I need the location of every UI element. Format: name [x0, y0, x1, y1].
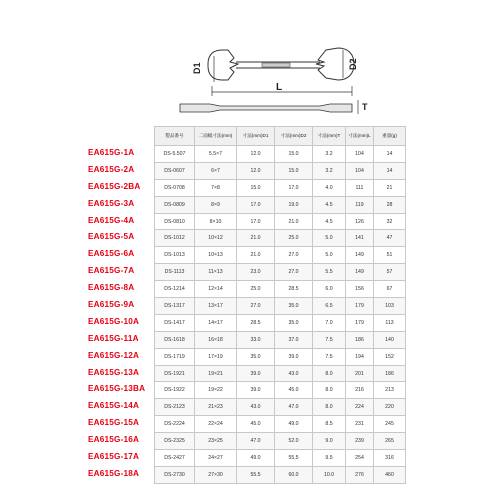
table-row [155, 314, 406, 331]
cell-part-number: DS-1417 [155, 314, 195, 331]
product-code: EA615G-13A [88, 367, 140, 377]
cell-part-number: DS-5.507 [155, 146, 195, 163]
cell-size: 10×12 [195, 230, 237, 247]
cell-l: 126 [346, 213, 374, 230]
cell-size: 10×13 [195, 247, 237, 264]
cell-size: 8×9 [195, 196, 237, 213]
table-row [155, 281, 406, 298]
table-row [155, 466, 406, 483]
cell-d2: 27.0 [275, 264, 313, 281]
cell-part-number: DS-0809 [155, 196, 195, 213]
cell-d1: 23.0 [237, 264, 275, 281]
table-row [155, 230, 406, 247]
cell-d2: 27.0 [275, 247, 313, 264]
table-row [155, 162, 406, 179]
cell-part-number: DS-1012 [155, 230, 195, 247]
product-code: EA615G-13BA [88, 384, 146, 394]
cell-part-number: DS-2730 [155, 466, 195, 483]
cell-l: 119 [346, 196, 374, 213]
cell-part-number: DS-0708 [155, 179, 195, 196]
table-row [155, 450, 406, 467]
product-code: EA615G-2A [88, 164, 135, 174]
cell-l: 179 [346, 314, 374, 331]
cell-d2: 49.0 [275, 416, 313, 433]
cell-t: 6.0 [313, 281, 346, 298]
cell-part-number: DS-2427 [155, 450, 195, 467]
header-part-number: 製品番号 [155, 127, 195, 146]
cell-t: 5.5 [313, 264, 346, 281]
cell-l: 276 [346, 466, 374, 483]
cell-size: 12×14 [195, 281, 237, 298]
table-row [155, 179, 406, 196]
header-l: 寸法(mm)L [346, 127, 374, 146]
cell-weight: 213 [374, 382, 406, 399]
cell-d2: 25.0 [275, 230, 313, 247]
table-header-row [155, 127, 406, 146]
product-code: EA615G-5A [88, 232, 135, 242]
cell-d2: 21.0 [275, 213, 313, 230]
d1-label: D1 [192, 62, 202, 74]
cell-d2: 35.0 [275, 314, 313, 331]
cell-l: 224 [346, 399, 374, 416]
cell-weight: 113 [374, 314, 406, 331]
product-code: EA615G-6A [88, 249, 135, 259]
table-row [155, 298, 406, 315]
cell-part-number: DS-1113 [155, 264, 195, 281]
cell-l: 194 [346, 348, 374, 365]
cell-size: 24×27 [195, 450, 237, 467]
cell-size: 8×10 [195, 213, 237, 230]
cell-d2: 39.0 [275, 348, 313, 365]
cell-d1: 21.0 [237, 230, 275, 247]
cell-d1: 17.0 [237, 213, 275, 230]
cell-t: 8.0 [313, 365, 346, 382]
product-code: EA615G-4A [88, 215, 135, 225]
wrench-top-view [208, 48, 354, 80]
d2-label: D2 [348, 58, 358, 70]
product-code: EA615G-12A [88, 350, 140, 360]
cell-d1: 43.0 [237, 399, 275, 416]
cell-d1: 15.0 [237, 179, 275, 196]
cell-t: 4.5 [313, 213, 346, 230]
cell-weight: 21 [374, 179, 406, 196]
header-d2: 寸法(mm)D2 [275, 127, 313, 146]
cell-d1: 47.0 [237, 433, 275, 450]
cell-size: 19×21 [195, 365, 237, 382]
table-row [155, 399, 406, 416]
cell-d2: 35.0 [275, 298, 313, 315]
cell-weight: 265 [374, 433, 406, 450]
spec-table [154, 126, 406, 484]
cell-l: 231 [346, 416, 374, 433]
cell-l: 149 [346, 247, 374, 264]
cell-l: 156 [346, 281, 374, 298]
cell-weight: 245 [374, 416, 406, 433]
cell-d1: 55.5 [237, 466, 275, 483]
product-code: EA615G-17A [88, 452, 140, 462]
l-label: L [276, 82, 283, 93]
product-code-list [88, 145, 154, 483]
cell-d2: 60.0 [275, 466, 313, 483]
cell-size: 14×17 [195, 314, 237, 331]
cell-l: 254 [346, 450, 374, 467]
cell-l: 186 [346, 331, 374, 348]
cell-t: 7.5 [313, 348, 346, 365]
table-row [155, 213, 406, 230]
cell-d2: 45.0 [275, 382, 313, 399]
cell-d1: 12.0 [237, 146, 275, 163]
cell-d1: 35.0 [237, 348, 275, 365]
cell-l: 201 [346, 365, 374, 382]
cell-weight: 14 [374, 146, 406, 163]
cell-weight: 186 [374, 365, 406, 382]
table-row [155, 264, 406, 281]
cell-d2: 28.5 [275, 281, 313, 298]
cell-d1: 21.0 [237, 247, 275, 264]
cell-part-number: DS-1719 [155, 348, 195, 365]
cell-part-number: DS-2224 [155, 416, 195, 433]
cell-d1: 45.0 [237, 416, 275, 433]
cell-weight: 152 [374, 348, 406, 365]
table-row [155, 382, 406, 399]
product-code: EA615G-14A [88, 401, 140, 411]
cell-t: 5.0 [313, 230, 346, 247]
cell-t: 8.0 [313, 382, 346, 399]
cell-t: 4.5 [313, 196, 346, 213]
cell-size: 23×25 [195, 433, 237, 450]
product-code: EA615G-8A [88, 283, 135, 293]
cell-t: 8.0 [313, 399, 346, 416]
t-label: T [362, 102, 368, 112]
cell-l: 239 [346, 433, 374, 450]
cell-t: 3.2 [313, 146, 346, 163]
product-code: EA615G-18A [88, 468, 140, 478]
product-code: EA615G-15A [88, 418, 140, 428]
product-code: EA615G-9A [88, 300, 135, 310]
table-row [155, 365, 406, 382]
cell-part-number: DS-2325 [155, 433, 195, 450]
cell-weight: 140 [374, 331, 406, 348]
cell-part-number: DS-1618 [155, 331, 195, 348]
cell-weight: 220 [374, 399, 406, 416]
cell-d2: 52.0 [275, 433, 313, 450]
cell-weight: 103 [374, 298, 406, 315]
cell-d2: 19.0 [275, 196, 313, 213]
product-code: EA615G-2BA [88, 181, 141, 191]
cell-d1: 17.0 [237, 196, 275, 213]
table-row [155, 331, 406, 348]
cell-d2: 15.0 [275, 146, 313, 163]
cell-part-number: DS-0810 [155, 213, 195, 230]
cell-d1: 49.0 [237, 450, 275, 467]
cell-t: 9.0 [313, 433, 346, 450]
wrench-diagram [0, 0, 500, 125]
cell-part-number: DS-1214 [155, 281, 195, 298]
cell-size: 19×22 [195, 382, 237, 399]
cell-d1: 27.0 [237, 298, 275, 315]
cell-size: 22×24 [195, 416, 237, 433]
cell-l: 104 [346, 162, 374, 179]
cell-d1: 28.5 [237, 314, 275, 331]
cell-d1: 12.0 [237, 162, 275, 179]
cell-t: 8.5 [313, 416, 346, 433]
cell-d2: 15.0 [275, 162, 313, 179]
table-row [155, 433, 406, 450]
cell-l: 179 [346, 298, 374, 315]
cell-part-number: DS-1921 [155, 365, 195, 382]
cell-size: 7×8 [195, 179, 237, 196]
header-width-across-flats: 二面幅寸法(mm) [195, 127, 237, 146]
cell-l: 111 [346, 179, 374, 196]
table-row [155, 196, 406, 213]
cell-part-number: DS-0607 [155, 162, 195, 179]
cell-weight: 316 [374, 450, 406, 467]
table-row [155, 348, 406, 365]
cell-d2: 37.0 [275, 331, 313, 348]
cell-size: 6×7 [195, 162, 237, 179]
cell-t: 9.5 [313, 450, 346, 467]
cell-size: 21×23 [195, 399, 237, 416]
cell-d2: 43.0 [275, 365, 313, 382]
cell-part-number: DS-1317 [155, 298, 195, 315]
cell-weight: 51 [374, 247, 406, 264]
cell-d1: 39.0 [237, 382, 275, 399]
cell-size: 5.5×7 [195, 146, 237, 163]
cell-l: 216 [346, 382, 374, 399]
cell-weight: 67 [374, 281, 406, 298]
cell-d1: 25.0 [237, 281, 275, 298]
product-code: EA615G-11A [88, 333, 139, 343]
cell-weight: 57 [374, 264, 406, 281]
cell-t: 7.0 [313, 314, 346, 331]
cell-weight: 47 [374, 230, 406, 247]
cell-d1: 33.0 [237, 331, 275, 348]
cell-weight: 32 [374, 213, 406, 230]
product-code: EA615G-16A [88, 435, 140, 445]
cell-weight: 14 [374, 162, 406, 179]
product-code: EA615G-7A [88, 266, 135, 276]
cell-size: 17×19 [195, 348, 237, 365]
cell-t: 6.5 [313, 298, 346, 315]
cell-d2: 17.0 [275, 179, 313, 196]
cell-t: 7.5 [313, 331, 346, 348]
cell-part-number: DS-1013 [155, 247, 195, 264]
cell-weight: 460 [374, 466, 406, 483]
cell-l: 141 [346, 230, 374, 247]
wrench-side-view [180, 104, 352, 112]
product-code: EA615G-1A [88, 148, 135, 157]
product-code: EA615G-3A [88, 198, 135, 208]
cell-part-number: DS-1922 [155, 382, 195, 399]
cell-l: 104 [346, 146, 374, 163]
cell-l: 149 [346, 264, 374, 281]
cell-t: 5.0 [313, 247, 346, 264]
header-d1: 寸法(mm)D1 [237, 127, 275, 146]
cell-t: 4.0 [313, 179, 346, 196]
table-row [155, 247, 406, 264]
cell-size: 11×13 [195, 264, 237, 281]
cell-d1: 39.0 [237, 365, 275, 382]
cell-size: 13×17 [195, 298, 237, 315]
table-row [155, 146, 406, 163]
product-code: EA615G-10A [88, 316, 140, 326]
cell-size: 16×18 [195, 331, 237, 348]
header-weight: 重量(g) [374, 127, 406, 146]
cell-d2: 55.5 [275, 450, 313, 467]
table-row [155, 416, 406, 433]
cell-weight: 28 [374, 196, 406, 213]
cell-t: 3.2 [313, 162, 346, 179]
header-t: 寸法(mm)T [313, 127, 346, 146]
cell-size: 27×30 [195, 466, 237, 483]
cell-part-number: DS-2123 [155, 399, 195, 416]
cell-t: 10.0 [313, 466, 346, 483]
cell-d2: 47.0 [275, 399, 313, 416]
